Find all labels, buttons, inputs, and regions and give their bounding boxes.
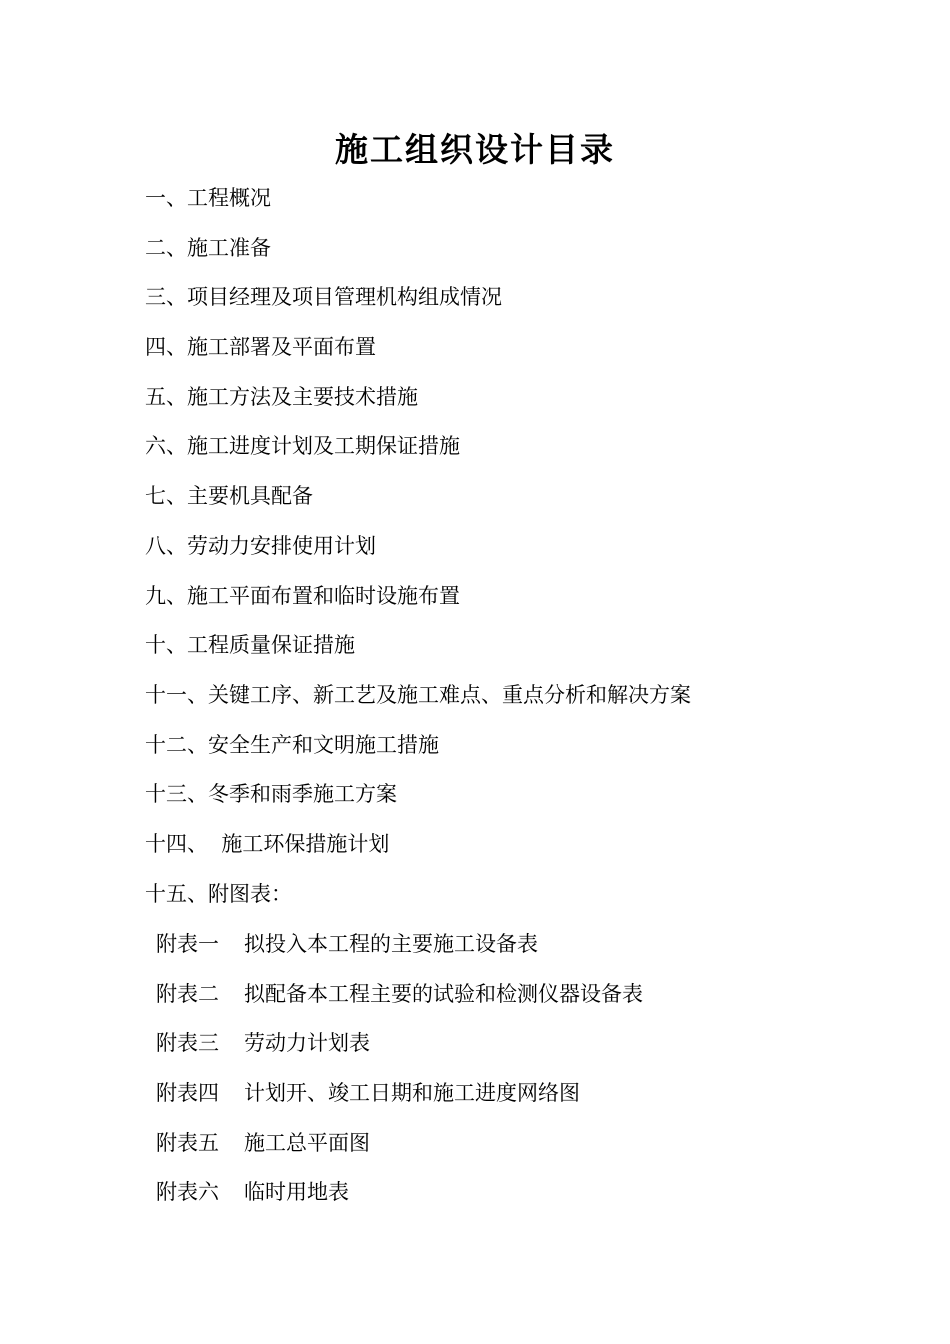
appendix-item (156, 1175, 643, 1225)
toc-item-number: 一、 (145, 186, 187, 210)
appendix-item (156, 1126, 643, 1176)
appendix-item-number: 附表四 (156, 1081, 219, 1106)
toc-item (145, 628, 691, 678)
appendix-item (156, 927, 643, 977)
toc-item-label: 施工部署及平面布置 (187, 335, 376, 360)
toc-item-label: 附图表： (208, 881, 292, 906)
toc-item-number: 十五、 (145, 881, 208, 906)
toc-item (145, 827, 691, 877)
toc-item-label: 施工环保措施计划 (208, 831, 390, 856)
toc-item (145, 181, 691, 231)
toc-item (145, 231, 691, 281)
appendix-item (156, 1026, 643, 1076)
appendix-item-number: 附表六 (156, 1180, 219, 1205)
appendix-item-label: 劳动力计划表 (244, 1031, 370, 1056)
toc-item-number: 八、 (145, 533, 187, 558)
toc-item-number: 三、 (145, 285, 187, 310)
toc-item-number: 二、 (145, 235, 187, 260)
appendix-item-number: 附表二 (156, 981, 219, 1006)
toc-item-label: 主要机具配备 (187, 484, 313, 509)
toc-item (145, 728, 691, 778)
toc-item (145, 280, 691, 330)
toc-item-number: 十二、 (145, 732, 208, 757)
toc-item-label: 工程概况 (187, 186, 271, 210)
appendix-list (156, 927, 643, 1225)
toc-item-number: 七、 (145, 484, 187, 509)
toc-item-number: 四、 (145, 335, 187, 360)
toc-item (145, 777, 691, 827)
appendix-item-number: 附表三 (156, 1031, 219, 1056)
toc-item (145, 380, 691, 430)
appendix-item-number: 附表五 (156, 1130, 219, 1155)
toc-item (145, 678, 691, 728)
appendix-item-label: 临时用地表 (244, 1180, 349, 1205)
toc-item-label: 施工平面布置和临时设施布置 (187, 583, 460, 608)
appendix-item (156, 1076, 643, 1126)
toc-item (145, 877, 691, 927)
toc-item (145, 529, 691, 579)
toc-item-label: 工程质量保证措施 (187, 633, 355, 658)
toc-item-number: 十一、 (145, 682, 208, 707)
toc-item (145, 579, 691, 629)
toc-item-number: 十、 (145, 633, 187, 658)
toc-item-label: 冬季和雨季施工方案 (208, 782, 397, 807)
toc-item-number: 十三、 (145, 782, 208, 807)
appendix-item (156, 977, 643, 1027)
toc-item (145, 429, 691, 479)
toc-item-number: 十四、 (145, 831, 208, 856)
appendix-item-label: 施工总平面图 (244, 1130, 370, 1155)
toc-item-label: 施工准备 (187, 235, 271, 260)
appendix-item-number: 附表一 (156, 932, 219, 956)
toc-item (145, 479, 691, 529)
toc-item-number: 九、 (145, 583, 187, 608)
toc-item-label: 项目经理及项目管理机构组成情况 (187, 285, 502, 310)
toc-item-label: 安全生产和文明施工措施 (208, 732, 439, 757)
appendix-item-label: 拟配备本工程主要的试验和检测仪器设备表 (244, 981, 643, 1006)
appendix-item-label: 拟投入本工程的主要施工设备表 (244, 932, 538, 956)
toc-item-label: 施工进度计划及工期保证措施 (187, 434, 460, 459)
toc-item-label: 劳动力安排使用计划 (187, 533, 376, 558)
toc-item (145, 330, 691, 380)
toc-item-number: 六、 (145, 434, 187, 459)
appendix-item-label: 计划开、竣工日期和施工进度网络图 (244, 1081, 580, 1106)
table-of-contents (145, 181, 691, 926)
toc-item-label: 施工方法及主要技术措施 (187, 384, 418, 409)
toc-item-number: 五、 (145, 384, 187, 409)
document-title: 施工组织设计目录 (335, 130, 615, 169)
toc-item-label: 关键工序、新工艺及施工难点、重点分析和解决方案 (208, 682, 691, 707)
